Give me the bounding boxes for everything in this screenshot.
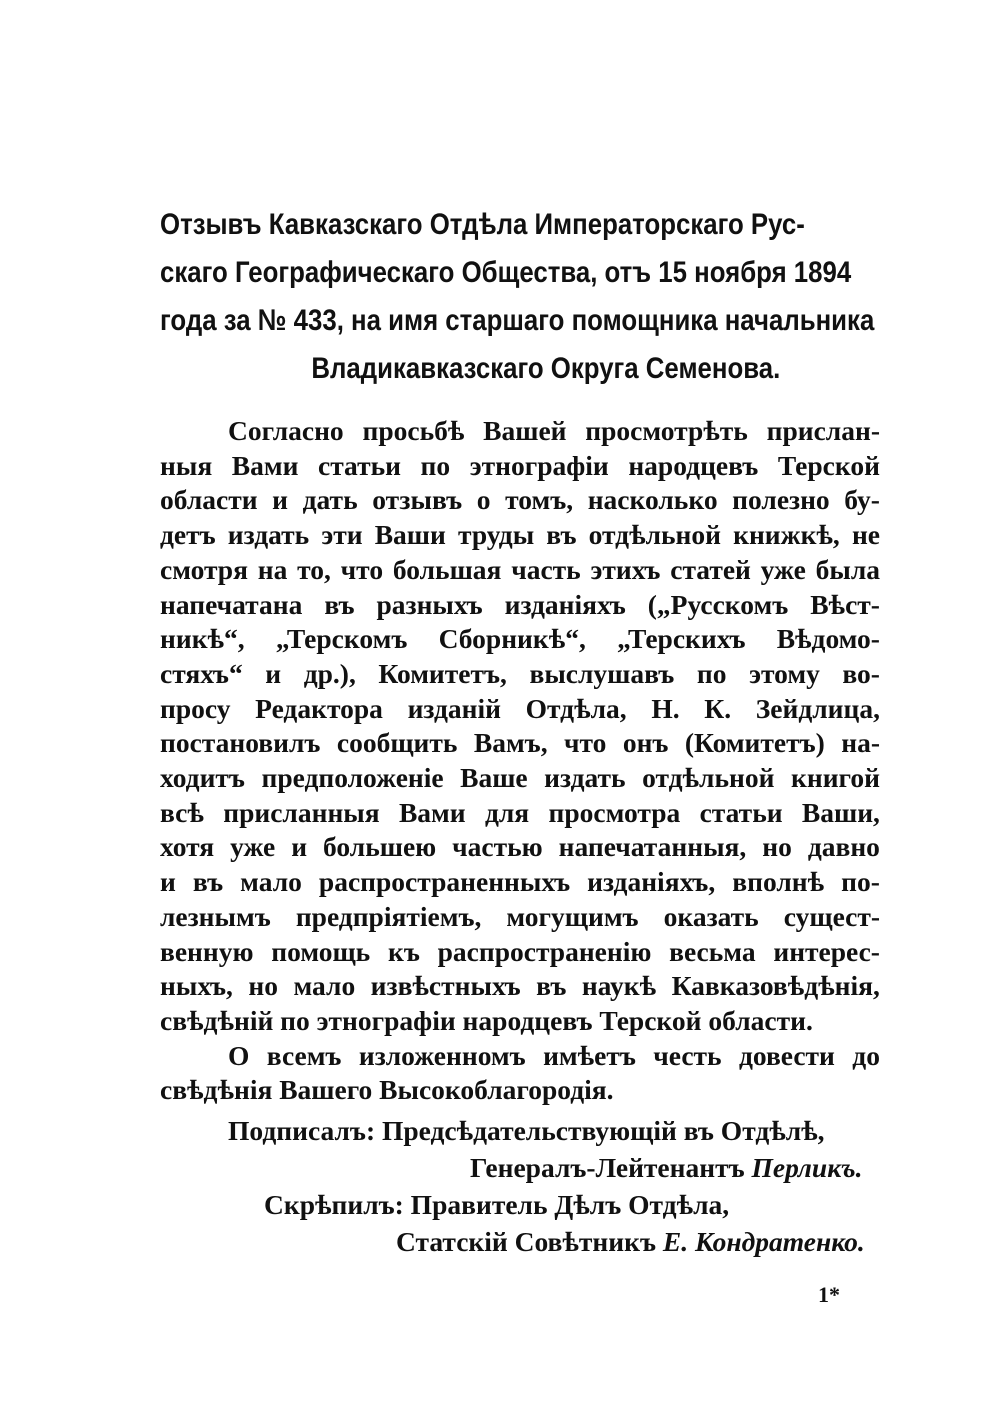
body-line-18: свѣдѣній по этнографіи народцевъ Терской области. [160,1004,813,1036]
body-line-10: постановилъ сообщить Вамъ, что онъ (Комитетъ) на- [160,727,880,759]
body-line-2: ныя Вами статьи по этнографіи народцевъ Терской [160,449,880,481]
countersigned-rank: Статскій Совѣтникъ [396,1226,656,1257]
body-line-4: детъ издать эти Ваши труды въ отдѣльной книжкѣ, не [160,519,880,551]
countersigned-name: Е. Кондратенко. [662,1226,865,1257]
body-line-5: смотря на то, что большая часть этихъ статей уже была [160,553,880,585]
title-line-1: Отзывъ Кавказскаго Отдѣла Императорскаго Рус- [160,208,805,241]
body-line-19: О всемъ изложенномъ имѣетъ честь довести до [228,1039,880,1071]
body-line-12: всѣ присланныя Вами для просмотра статьи Ваши, [160,796,880,828]
body-line-11: ходитъ предположеніе Ваше издать отдѣльной книгой [160,762,880,793]
body-line-13: хотя уже и большею частью напечатанныя, но давно [160,831,880,863]
body-line-3: области и дать отзывъ о томъ, насколько полезно бу- [160,484,880,516]
body-line-20: свѣдѣнія Вашего Высокоблагородія. [160,1074,614,1106]
body-line-14: и въ мало распространенныхъ изданіяхъ, вполнѣ по- [160,866,880,898]
title-line-4: Владикавказскаго Округа Семенова. [311,352,781,385]
body-line-1: Согласно просьбѣ Вашей просмотрѣть прислан- [228,415,880,446]
body-line-16: венную помощь къ распространенію весьма интерес- [160,935,880,967]
page-number: 1* [818,1282,840,1307]
signed-label: Подписалъ: Предсѣдательствующій въ Отдѣлѣ, [228,1115,825,1146]
body-line-8: стяхъ“ и др.), Комитетъ, выслушавъ по этому во- [160,657,880,689]
body-line-9: просу Редактора изданій Отдѣла, Н. К. Зейдлица, [160,692,880,724]
title-line-3: года за № 433, на имя старшаго помощника начальника [160,304,875,337]
body-line-17: ныхъ, но мало извѣстныхъ въ наукѣ Кавказовѣдѣнія, [160,970,880,1002]
countersigned-line [396,1225,865,1259]
signed-name: Перликъ. [751,1152,863,1183]
body-line-15: лезнымъ предпріятіемъ, могущимъ оказать сущест- [160,900,880,932]
countersigned-label: Скрѣпилъ: Правитель Дѣлъ Отдѣла, [264,1189,730,1220]
body-line-7: никѣ“, „Терскомъ Сборникѣ“, „Терскихъ Вѣдомо- [160,623,880,655]
signed-line [470,1151,863,1185]
signed-rank: Генералъ-Лейтенантъ [470,1152,745,1183]
title-line-2: скаго Географическаго Общества, отъ 15 ноября 1894 [160,256,852,289]
body-line-6: напечатана въ разныхъ изданіяхъ („Русскомъ Вѣст- [160,588,880,620]
